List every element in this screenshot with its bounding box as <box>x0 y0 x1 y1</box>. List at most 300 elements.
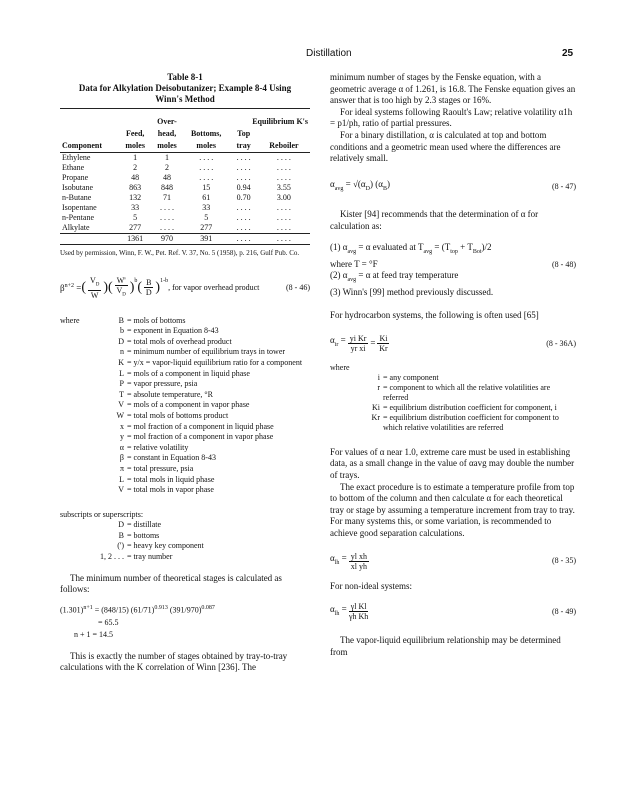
eq49-lhs: $\alpha_{lh}$ = <box>330 603 347 617</box>
definition-symbol: β <box>119 453 124 463</box>
calc1-rhs: = (848/15) (61/71) <box>92 605 155 615</box>
where-label <box>60 464 94 475</box>
totals-row <box>60 234 310 245</box>
table-cell: n-Butane <box>62 193 92 202</box>
eq35-number: (8 - 35) <box>552 556 576 566</box>
definition-symbol: D <box>118 336 124 346</box>
definition-symbol: K <box>118 357 124 367</box>
definition-symbol: B <box>118 315 124 325</box>
calc-line-1 <box>60 602 310 617</box>
table-cell: Isobutane <box>62 183 94 192</box>
i1-sub3: top <box>450 249 458 256</box>
eq46-frac3-den: D <box>145 288 152 298</box>
definition-row <box>60 485 310 496</box>
equation-8-46 <box>60 276 310 300</box>
eq36-frac2-den: Kr <box>379 343 388 353</box>
definition-symbol: π <box>119 463 124 473</box>
eq36-frac2-num: Ki <box>379 333 388 343</box>
table-cell: . . . . <box>276 213 291 222</box>
right-where-defs <box>330 373 576 433</box>
subscript-text: = tray number <box>127 552 173 562</box>
th-feed-l2: Feed, <box>125 129 145 138</box>
kister-item-2 <box>330 270 576 286</box>
kister-item-1-where <box>330 259 576 271</box>
subscript-row <box>60 531 310 542</box>
table-row <box>60 213 310 223</box>
definition-text: = mols of a component in liquid phase <box>127 368 250 378</box>
table-cell: Alkylate <box>62 223 90 232</box>
where-label <box>60 369 94 380</box>
table-title-line2: Winn's Method <box>155 94 215 104</box>
definition-text: = total pressure, psia <box>127 463 194 473</box>
eq49-frac <box>349 602 369 621</box>
th-bottoms: moles <box>196 141 216 150</box>
eq49-frac-num: γl Kl <box>350 602 367 612</box>
definition-row <box>60 443 310 454</box>
kister-item-1 <box>330 242 576 258</box>
eq46-frac2-den <box>117 286 126 300</box>
right-definition-row <box>330 373 576 383</box>
definition-row <box>60 358 310 369</box>
definition-text: = total mols in vapor phase <box>127 485 214 495</box>
definition-symbol: W <box>116 410 124 420</box>
definition-symbol: T <box>119 389 124 399</box>
eq48-number: (8 - 48) <box>552 259 576 269</box>
table-cell: 2 <box>133 163 138 172</box>
table-cell: Propane <box>62 173 89 182</box>
table-cell: 15 <box>202 183 211 192</box>
table-cell: 1 <box>133 153 138 162</box>
th-equilibrium-l1: Equilibrium K's <box>252 117 308 126</box>
table-cell: . . . . <box>276 153 291 162</box>
where-label <box>60 475 94 486</box>
where-label <box>60 443 94 454</box>
definition-row <box>60 453 310 464</box>
table-credit: Used by permission, Winn, F. W., Pet. Ref. V. 37, No. 5 (1958), p. 216, Gulf Pub. Co. <box>60 249 300 257</box>
table-header-row-2 <box>60 128 310 140</box>
table-cell: . . . . <box>236 173 251 182</box>
eq47-sub2: B <box>382 185 387 192</box>
eq46-lhs-sup: n+2 <box>64 283 74 289</box>
where-label <box>60 411 94 422</box>
eq46-frac1-den: W <box>90 290 99 300</box>
data-table <box>60 116 310 244</box>
calc-line-3: n + 1 = 14.5 <box>74 629 114 639</box>
table-body <box>60 153 310 234</box>
right-where-row <box>330 363 576 373</box>
right-column <box>330 72 576 658</box>
right-paragraph-7: The exact procedure is to estimate a temperature profile from top to bottom of the column and then calculate α for each theoretical tray or stage by assuming a temperature increment from tray to tray. For many systems this, or some variation, is recommended to achieve good separation calculations. <box>330 481 575 539</box>
subscript-row <box>60 541 310 552</box>
running-head: Distillation <box>306 48 352 59</box>
right-paragraph-8: For non-ideal systems: <box>330 580 412 591</box>
i1-pre: (1) α <box>330 242 348 253</box>
total-cell: 970 <box>161 234 174 243</box>
where-label <box>60 347 94 358</box>
definition-row <box>60 464 310 475</box>
table-title-line1: Data for Alkylation Deisobutanizer; Example 8-4 Using <box>78 83 292 93</box>
calculation-block <box>60 602 310 641</box>
eq36-lhs-sub: ir <box>334 341 339 348</box>
table-cell: . . . . <box>276 163 291 172</box>
right-definition-symbol: i <box>377 372 380 382</box>
definition-text: = constant in Equation 8-43 <box>127 453 216 463</box>
eq47-body <box>330 179 390 195</box>
table-cell: 33 <box>202 203 211 212</box>
subscript-symbol: (') <box>117 541 124 551</box>
table-row <box>60 153 310 164</box>
right-paragraph-2: For ideal systems following Raoult's Law; relative volatility α1h = p1/ph, ratio of partial pressures. <box>330 106 573 129</box>
eq35-frac-num: yl xh <box>350 551 367 561</box>
left-paragraph-1: The minimum number of theoretical stages is calculated as follows: <box>60 572 282 595</box>
definition-text: = minimum number of equilibrium trays in tower <box>127 347 286 357</box>
definition-text: = vapor pressure, psia <box>127 379 198 389</box>
eq35-lhs: $\alpha_{lh}$ = <box>330 552 347 566</box>
symbol-definitions <box>60 316 310 496</box>
table-cell: 1 <box>165 153 170 162</box>
definition-row <box>60 411 310 422</box>
definition-row <box>60 390 310 401</box>
table-cell: 33 <box>131 203 140 212</box>
th-reboiler-l2 <box>258 128 310 140</box>
table-cell: . . . . <box>236 153 251 162</box>
table-cell: . . . . <box>160 213 175 222</box>
table-row <box>60 223 310 234</box>
page-header <box>0 48 621 62</box>
total-cell: . . . . <box>276 234 291 243</box>
total-cell: . . . . <box>236 234 251 243</box>
table-row <box>60 203 310 213</box>
where-label <box>60 453 94 464</box>
definition-text: = mols of a component in vapor phase <box>127 400 250 410</box>
where-label <box>60 379 94 390</box>
right-definition-row <box>330 383 576 403</box>
table-row <box>60 183 310 193</box>
table-cell: . . . . <box>276 203 291 212</box>
subscript-row <box>60 520 310 531</box>
definition-text: = relative volatility <box>127 442 189 452</box>
table-cell: 5 <box>204 213 209 222</box>
calc-line-2: = 65.5 <box>98 617 119 627</box>
definition-text: = mol fraction of a component in vapor phase <box>127 432 274 442</box>
eq46-frac1-num <box>88 276 101 291</box>
i2-text: = α at feed tray temperature <box>356 270 459 281</box>
eq46-frac1-num-sub: D <box>95 282 100 288</box>
eq46-exp-1b: 1-b <box>160 278 169 284</box>
subscripts-list <box>60 520 310 562</box>
eq46-frac1 <box>88 276 101 300</box>
eq46-frac2 <box>115 276 128 300</box>
eq47-rhs: = √(α <box>343 178 366 189</box>
th-component-l1 <box>60 116 119 128</box>
eq36-frac1-den: yr xi <box>350 343 366 353</box>
table-header-row-3 <box>60 140 310 153</box>
total-cell: 1361 <box>127 234 144 243</box>
right-where-block <box>330 363 576 433</box>
eq46-lhs: $\beta^{n+2}$ = <box>60 283 82 293</box>
definition-text: = exponent in Equation 8-43 <box>127 326 219 336</box>
th-component-l2 <box>60 128 119 140</box>
total-cell <box>60 234 119 245</box>
where-label <box>60 390 94 401</box>
table-cell: 48 <box>131 173 140 182</box>
th-overhead-l1: Over- <box>157 117 177 126</box>
page-number: 25 <box>562 48 574 59</box>
eq46-number: (8 - 46) <box>286 283 310 292</box>
where-label: where <box>60 315 80 325</box>
eq36-frac2 <box>377 334 389 353</box>
where-label <box>60 358 94 369</box>
eq46-frac3 <box>144 278 153 297</box>
calc1-lhs: (1.301) <box>60 605 84 615</box>
table-bottom-rule <box>60 244 310 245</box>
left-paragraph-2: This is exactly the number of stages obtained by tray-to-tray calculations with the K correlation of Winn [236]. The <box>60 650 288 673</box>
i1-text: = α evaluated at T <box>356 242 424 253</box>
i1-text4: )/2 <box>481 242 492 253</box>
table-row <box>60 163 310 173</box>
definition-symbol: y <box>120 432 124 442</box>
th-top-l2: Top <box>237 129 251 138</box>
where-label <box>60 337 94 348</box>
i1-sub4: Bot <box>472 249 482 256</box>
i1-where: where T = °F <box>330 258 378 269</box>
table-cell: . . . . <box>160 223 175 232</box>
table-top-rule <box>60 108 310 110</box>
table-cell: 61 <box>202 193 211 202</box>
table-cell: n-Pentane <box>62 213 94 222</box>
eq46-paren: ( <box>137 280 143 295</box>
eq46-paren: ) <box>129 280 135 295</box>
table-totals <box>60 234 310 245</box>
eq47-mid: ) (α <box>369 178 383 189</box>
definition-row <box>60 432 310 443</box>
table-cell: . . . . <box>236 213 251 222</box>
definition-symbol: V <box>118 485 124 495</box>
definition-row <box>60 316 310 327</box>
table-cell: 863 <box>129 183 142 192</box>
definition-symbol: b <box>120 326 124 336</box>
definition-symbol: n <box>120 347 124 357</box>
definition-row <box>60 326 310 337</box>
definition-symbol: P <box>119 379 124 389</box>
where-label <box>60 422 94 433</box>
subscript-text: = heavy key component <box>127 541 204 551</box>
i1-sub2: avg <box>423 249 433 256</box>
eq46-text: , for vapor overhead product <box>168 283 260 292</box>
subscript-row <box>60 552 310 563</box>
eq36-number: (8 - 36A) <box>546 338 576 348</box>
table-cell: Isopentane <box>62 203 97 212</box>
right-definition-text: = equilibrium distribution coefficient for component, i <box>383 402 557 412</box>
definition-row <box>60 337 310 348</box>
eq46-frac2-num: W' <box>116 276 126 285</box>
eq47-end: ) <box>386 178 390 189</box>
table-cell: . . . . <box>160 203 175 212</box>
calc1-sup: n+1 <box>83 604 93 611</box>
where-label <box>60 326 94 337</box>
calc1-rhs2: (391/970) <box>167 605 202 615</box>
eq36-frac1 <box>348 334 369 353</box>
th-bottoms-l2: Bottoms, <box>190 129 222 138</box>
equation-8-49 <box>330 602 576 621</box>
i1-text2: = (T <box>432 242 451 253</box>
table-row <box>60 193 310 203</box>
subscript-symbol: B <box>118 530 124 540</box>
table-cell: . . . . <box>276 223 291 232</box>
definition-text: = total mols in liquid phase <box>127 474 215 484</box>
eq36-lhs: $\alpha_{ir}$ = <box>330 335 346 348</box>
table-cell: Ethane <box>62 163 85 172</box>
eq49-number: (8 - 49) <box>552 606 576 616</box>
eq36-equals: = <box>370 337 376 348</box>
total-cell: 391 <box>200 234 213 243</box>
subscript-symbol: D <box>118 520 124 530</box>
definition-text: = total mols of overhead product <box>127 336 232 346</box>
table-cell: 277 <box>129 223 142 232</box>
eq46-frac1-num-text: V <box>89 276 96 285</box>
table-cell: 48 <box>163 173 172 182</box>
eq36-frac1-num: yi Kr <box>349 333 367 343</box>
eq46-frac2-den-sub: D <box>122 292 126 298</box>
subscript-text: = bottoms <box>127 530 160 540</box>
eq46-paren: ( <box>81 280 86 295</box>
table-cell: Ethylene <box>62 153 91 162</box>
i1-sub: avg <box>347 249 357 256</box>
right-definition-row <box>330 403 576 413</box>
subscript-text: = distillate <box>127 520 162 530</box>
table-cell: . . . . <box>236 223 251 232</box>
eq35-frac-den: xl yh <box>350 561 367 571</box>
right-definition-symbol: Ki <box>372 402 380 412</box>
calc1-sup3: 0.087 <box>201 604 215 611</box>
definition-row <box>60 400 310 411</box>
eq35-alpha: α <box>330 552 335 563</box>
where-label <box>60 432 94 443</box>
eq47-sub1: D <box>365 185 370 192</box>
definition-row <box>60 422 310 433</box>
eq49-frac-den: γh Kh <box>348 612 369 622</box>
eq36-alpha: α <box>330 335 335 346</box>
th-reboiler: Reboiler <box>269 141 299 150</box>
table-row <box>60 173 310 183</box>
table-cell: 71 <box>163 193 172 202</box>
definition-text: = absolute temperature, °R <box>127 389 213 399</box>
right-definition-symbol: r <box>377 382 380 392</box>
definition-text: = total mols of bottoms product <box>127 410 229 420</box>
right-definition-row <box>330 413 576 433</box>
eq46-exp-b: b <box>134 278 138 284</box>
eq35-frac <box>349 552 369 571</box>
eq46-paren: )( <box>103 280 113 295</box>
th-feed-l1 <box>119 116 151 128</box>
th-component: Component <box>62 141 103 150</box>
eq47-lhs: α <box>330 178 335 189</box>
table-cell: 848 <box>161 183 174 192</box>
right-definition-text: = any component <box>383 372 439 382</box>
right-paragraph-9: The vapor-liquid equilibrium relationship may be determined from <box>330 635 561 657</box>
table-cell: 3.55 <box>276 183 291 192</box>
eq46-frac2-den-text: V <box>116 286 123 295</box>
i2-pre: (2) α <box>330 270 348 281</box>
definition-text: = mol fraction of a component in liquid phase <box>127 421 274 431</box>
eq47-lhs-sub: avg <box>334 185 344 192</box>
table-cell: 0.70 <box>236 193 251 202</box>
eq35-lhs-sub: lh <box>334 559 340 566</box>
right-paragraph-6: For values of α near 1.0, extreme care must be used in establishing data, as a small change in the value of αavg may double the number of trays. <box>330 446 575 481</box>
eq46-beta: β <box>60 283 65 293</box>
i2-sub: avg <box>347 277 357 284</box>
equation-8-35 <box>330 552 576 571</box>
th-top-tray: tray <box>236 141 251 150</box>
subscript-symbol: 1, 2 . . . <box>100 552 124 562</box>
table-cell: 5 <box>133 213 138 222</box>
definition-text: = mols of bottoms <box>127 315 186 325</box>
left-column <box>60 72 310 674</box>
definition-symbol: V <box>118 400 124 410</box>
definition-symbol: L <box>119 474 124 484</box>
right-definition-symbol: Kr <box>371 412 380 422</box>
table-cell: . . . . <box>199 153 214 162</box>
i1-text3: + T <box>457 242 473 253</box>
th-overhead-l2: head, <box>157 129 177 138</box>
table-cell: 0.94 <box>236 183 251 192</box>
definition-row <box>60 379 310 390</box>
table-cell: . . . . <box>276 173 291 182</box>
th-overhead: moles <box>157 141 177 150</box>
table-number: Table 8-1 <box>167 72 203 82</box>
table-cell: 277 <box>200 223 213 232</box>
eq49-alpha: α <box>330 603 335 614</box>
eq46-frac3-num: B <box>146 278 152 288</box>
eq46-paren: ) <box>155 280 161 295</box>
table-cell: 2 <box>165 163 170 172</box>
definition-row <box>60 475 310 486</box>
th-feed: moles <box>125 141 145 150</box>
definition-row <box>60 347 310 358</box>
table-cell: 132 <box>129 193 142 202</box>
eq49-lhs-sub: lh <box>334 610 340 617</box>
table-header-row-1 <box>60 116 310 128</box>
subscripts-block <box>60 510 310 563</box>
where-label <box>60 485 94 496</box>
table-cell: 3.00 <box>276 193 291 202</box>
definition-row <box>60 369 310 380</box>
right-paragraph-5: For hydrocarbon systems, the following is often used [65] <box>330 310 539 321</box>
subscripts-label: subscripts or superscripts: <box>60 509 144 519</box>
right-paragraph-1: minimum number of stages by the Fenske equation, with a geometric average α of 1.261, is 16.8. The Fenske equation gives an answer that is too high by 2.3 stages or 16%. <box>330 72 576 106</box>
right-definition-text: = component to which all the relative volatilities are referred <box>383 382 551 402</box>
right-definition-text: = equilibrium distribution coefficient for component to which relative volatilities are referred <box>383 412 559 432</box>
table-cell: . . . . <box>199 173 214 182</box>
definition-symbol: α <box>119 442 124 452</box>
where-label <box>60 400 94 411</box>
table-cell: . . . . <box>236 163 251 172</box>
kister-item-3: (3) Winn's [99] method previously discussed. <box>330 286 494 297</box>
right-paragraph-3: For a binary distillation, α is calculated at top and bottom conditions and a geometric mean used where the differences are relatively small. <box>330 129 561 164</box>
table-cell: . . . . <box>199 163 214 172</box>
table-cell: . . . . <box>236 203 251 212</box>
definition-symbol: x <box>120 421 124 431</box>
eq47-number: (8 - 47) <box>552 182 576 192</box>
calc1-sup2: 0.913 <box>154 604 168 611</box>
equation-8-47 <box>330 179 576 195</box>
definition-text: = y/x = vapor-liquid equilibrium ratio for a component <box>127 357 303 367</box>
right-where-label: where <box>330 362 350 372</box>
equation-8-36A <box>330 334 576 353</box>
definition-symbol: L <box>119 368 124 378</box>
right-paragraph-4: Kister [94] recommends that the determination of α for calculation as: <box>330 209 539 231</box>
th-bottoms-l1 <box>183 116 229 128</box>
